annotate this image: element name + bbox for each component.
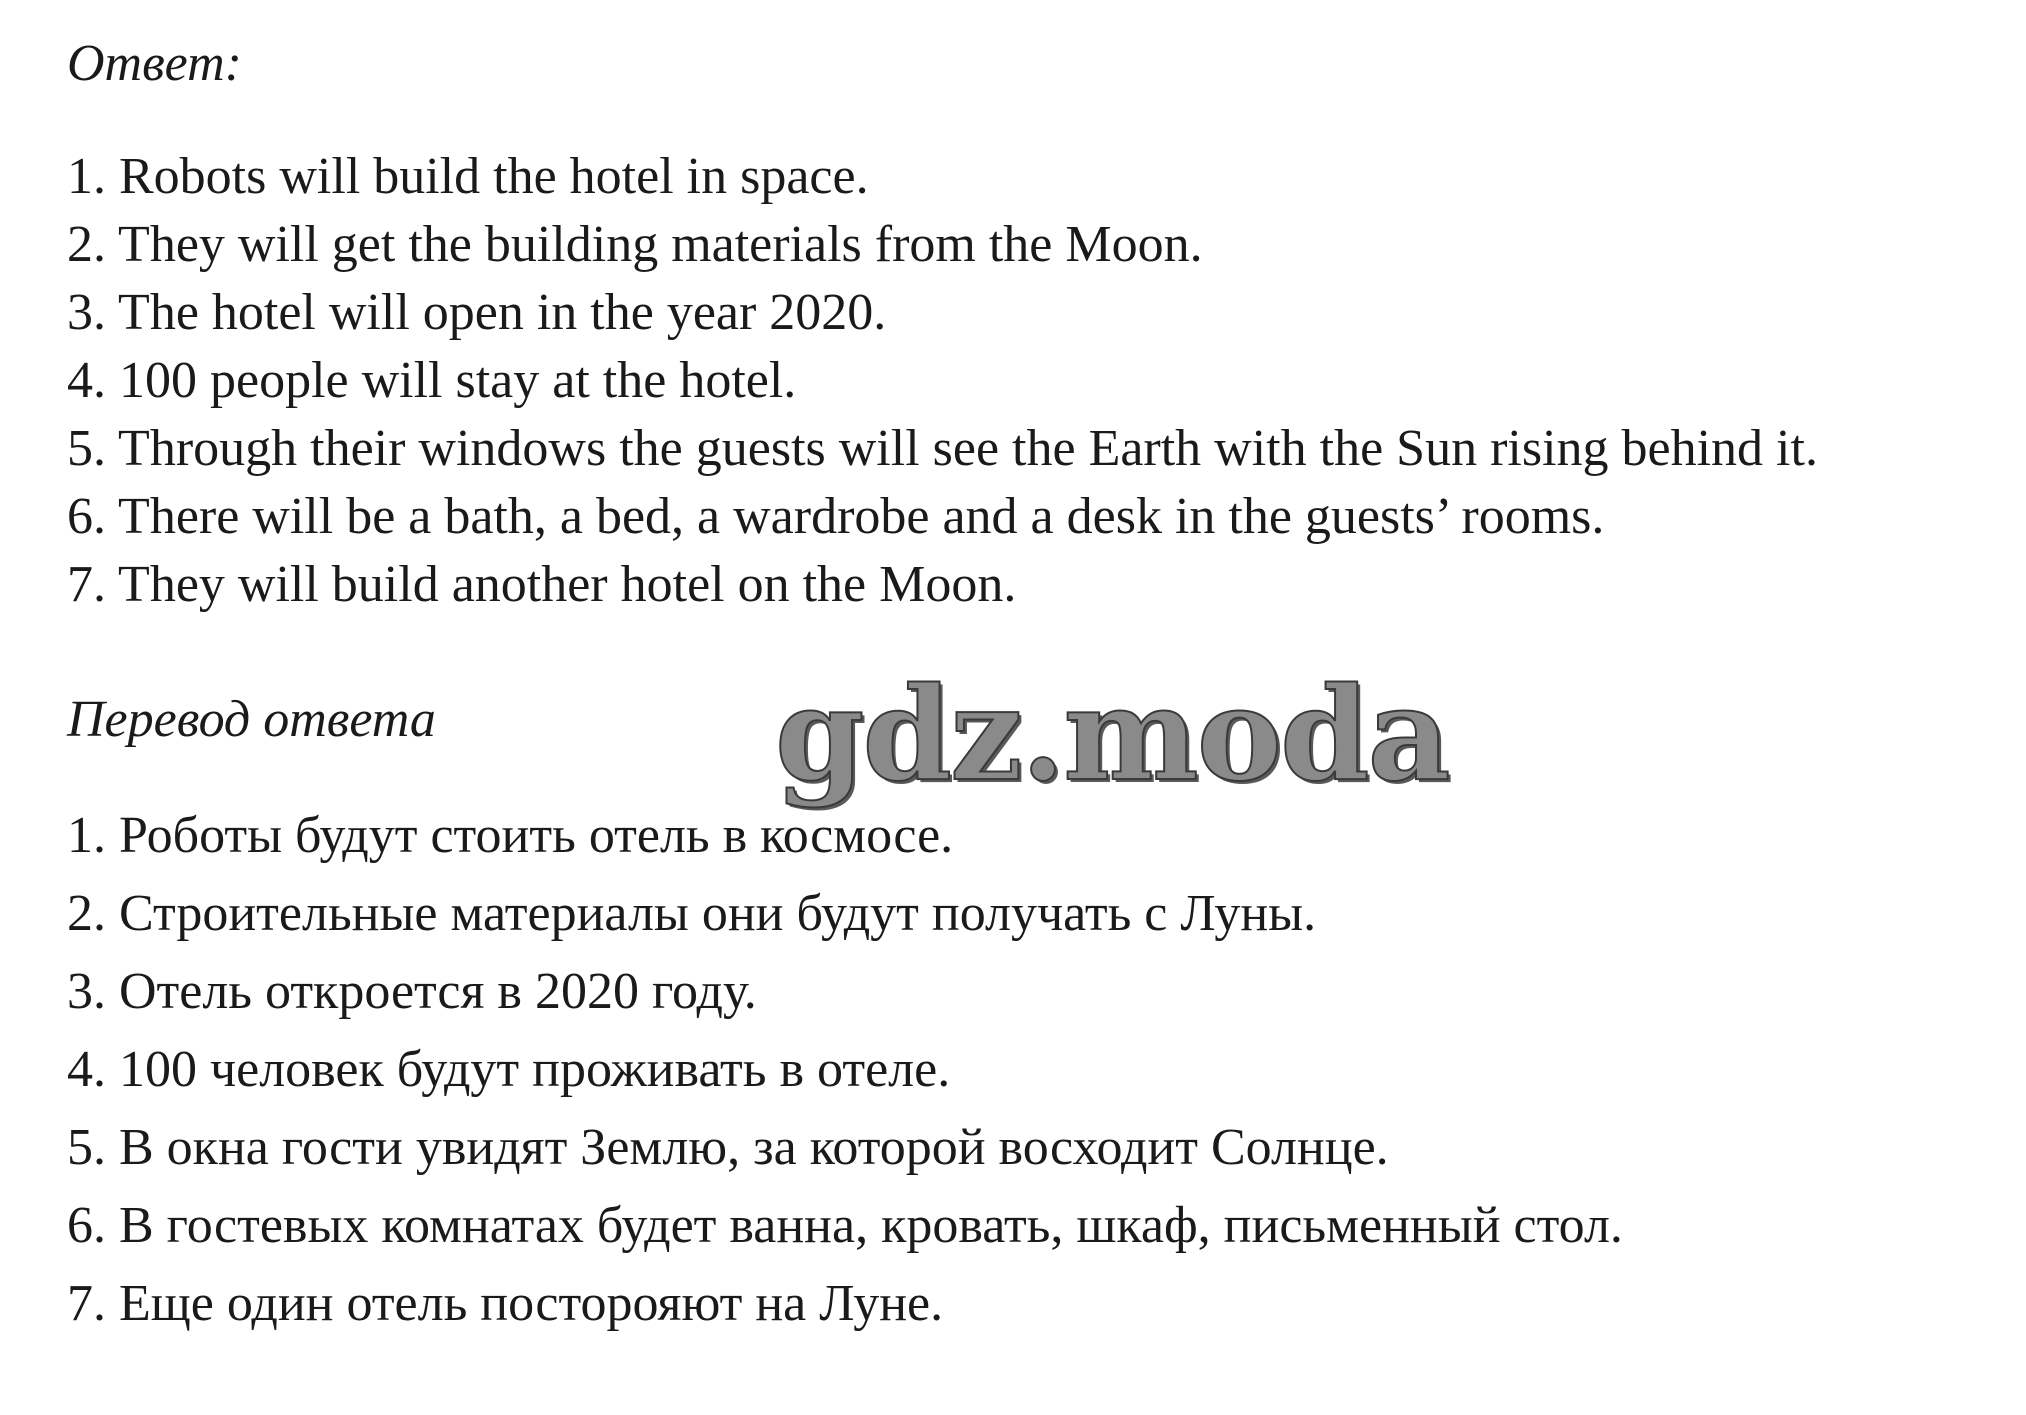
translation-item: 2. Строительные материалы они будут получать с Луны. — [67, 885, 1317, 942]
answer-item: 1. Robots will build the hotel in space. — [67, 148, 869, 205]
translation-item: 4. 100 человек будут проживать в отеле. — [67, 1041, 951, 1098]
translation-list — [67, 797, 2007, 1343]
translation-heading: Перевод ответа — [67, 691, 436, 748]
answer-item: 6. There will be a bath, a bed, a wardrobe and a desk in the guests’ rooms. — [67, 488, 1605, 545]
translation-item: 7. Еще один отель посторояют на Луне. — [67, 1275, 944, 1332]
answer-list — [67, 143, 2007, 619]
translation-item: 6. В гостевых комнатах будет ванна, кровать, шкаф, письменный стол. — [67, 1197, 1623, 1254]
answer-item: 2. They will get the building materials from the Moon. — [67, 216, 1203, 273]
answer-item: 7. They will build another hotel on the Moon. — [67, 556, 1017, 613]
answer-item: 5. Through their windows the guests will see the Earth with the Sun rising behind it. — [67, 420, 1818, 477]
translation-item: 3. Отель откроется в 2020 году. — [67, 963, 757, 1020]
translation-item: 1. Роботы будут стоить отель в космосе. — [67, 807, 954, 864]
answer-heading: Ответ: — [67, 35, 242, 92]
translation-item: 5. В окна гости увидят Землю, за которой восходит Солнце. — [67, 1119, 1389, 1176]
watermark-logo: gdz.moda — [775, 660, 1449, 810]
answer-item: 3. The hotel will open in the year 2020. — [67, 284, 887, 341]
answer-item: 4. 100 people will stay at the hotel. — [67, 352, 797, 409]
